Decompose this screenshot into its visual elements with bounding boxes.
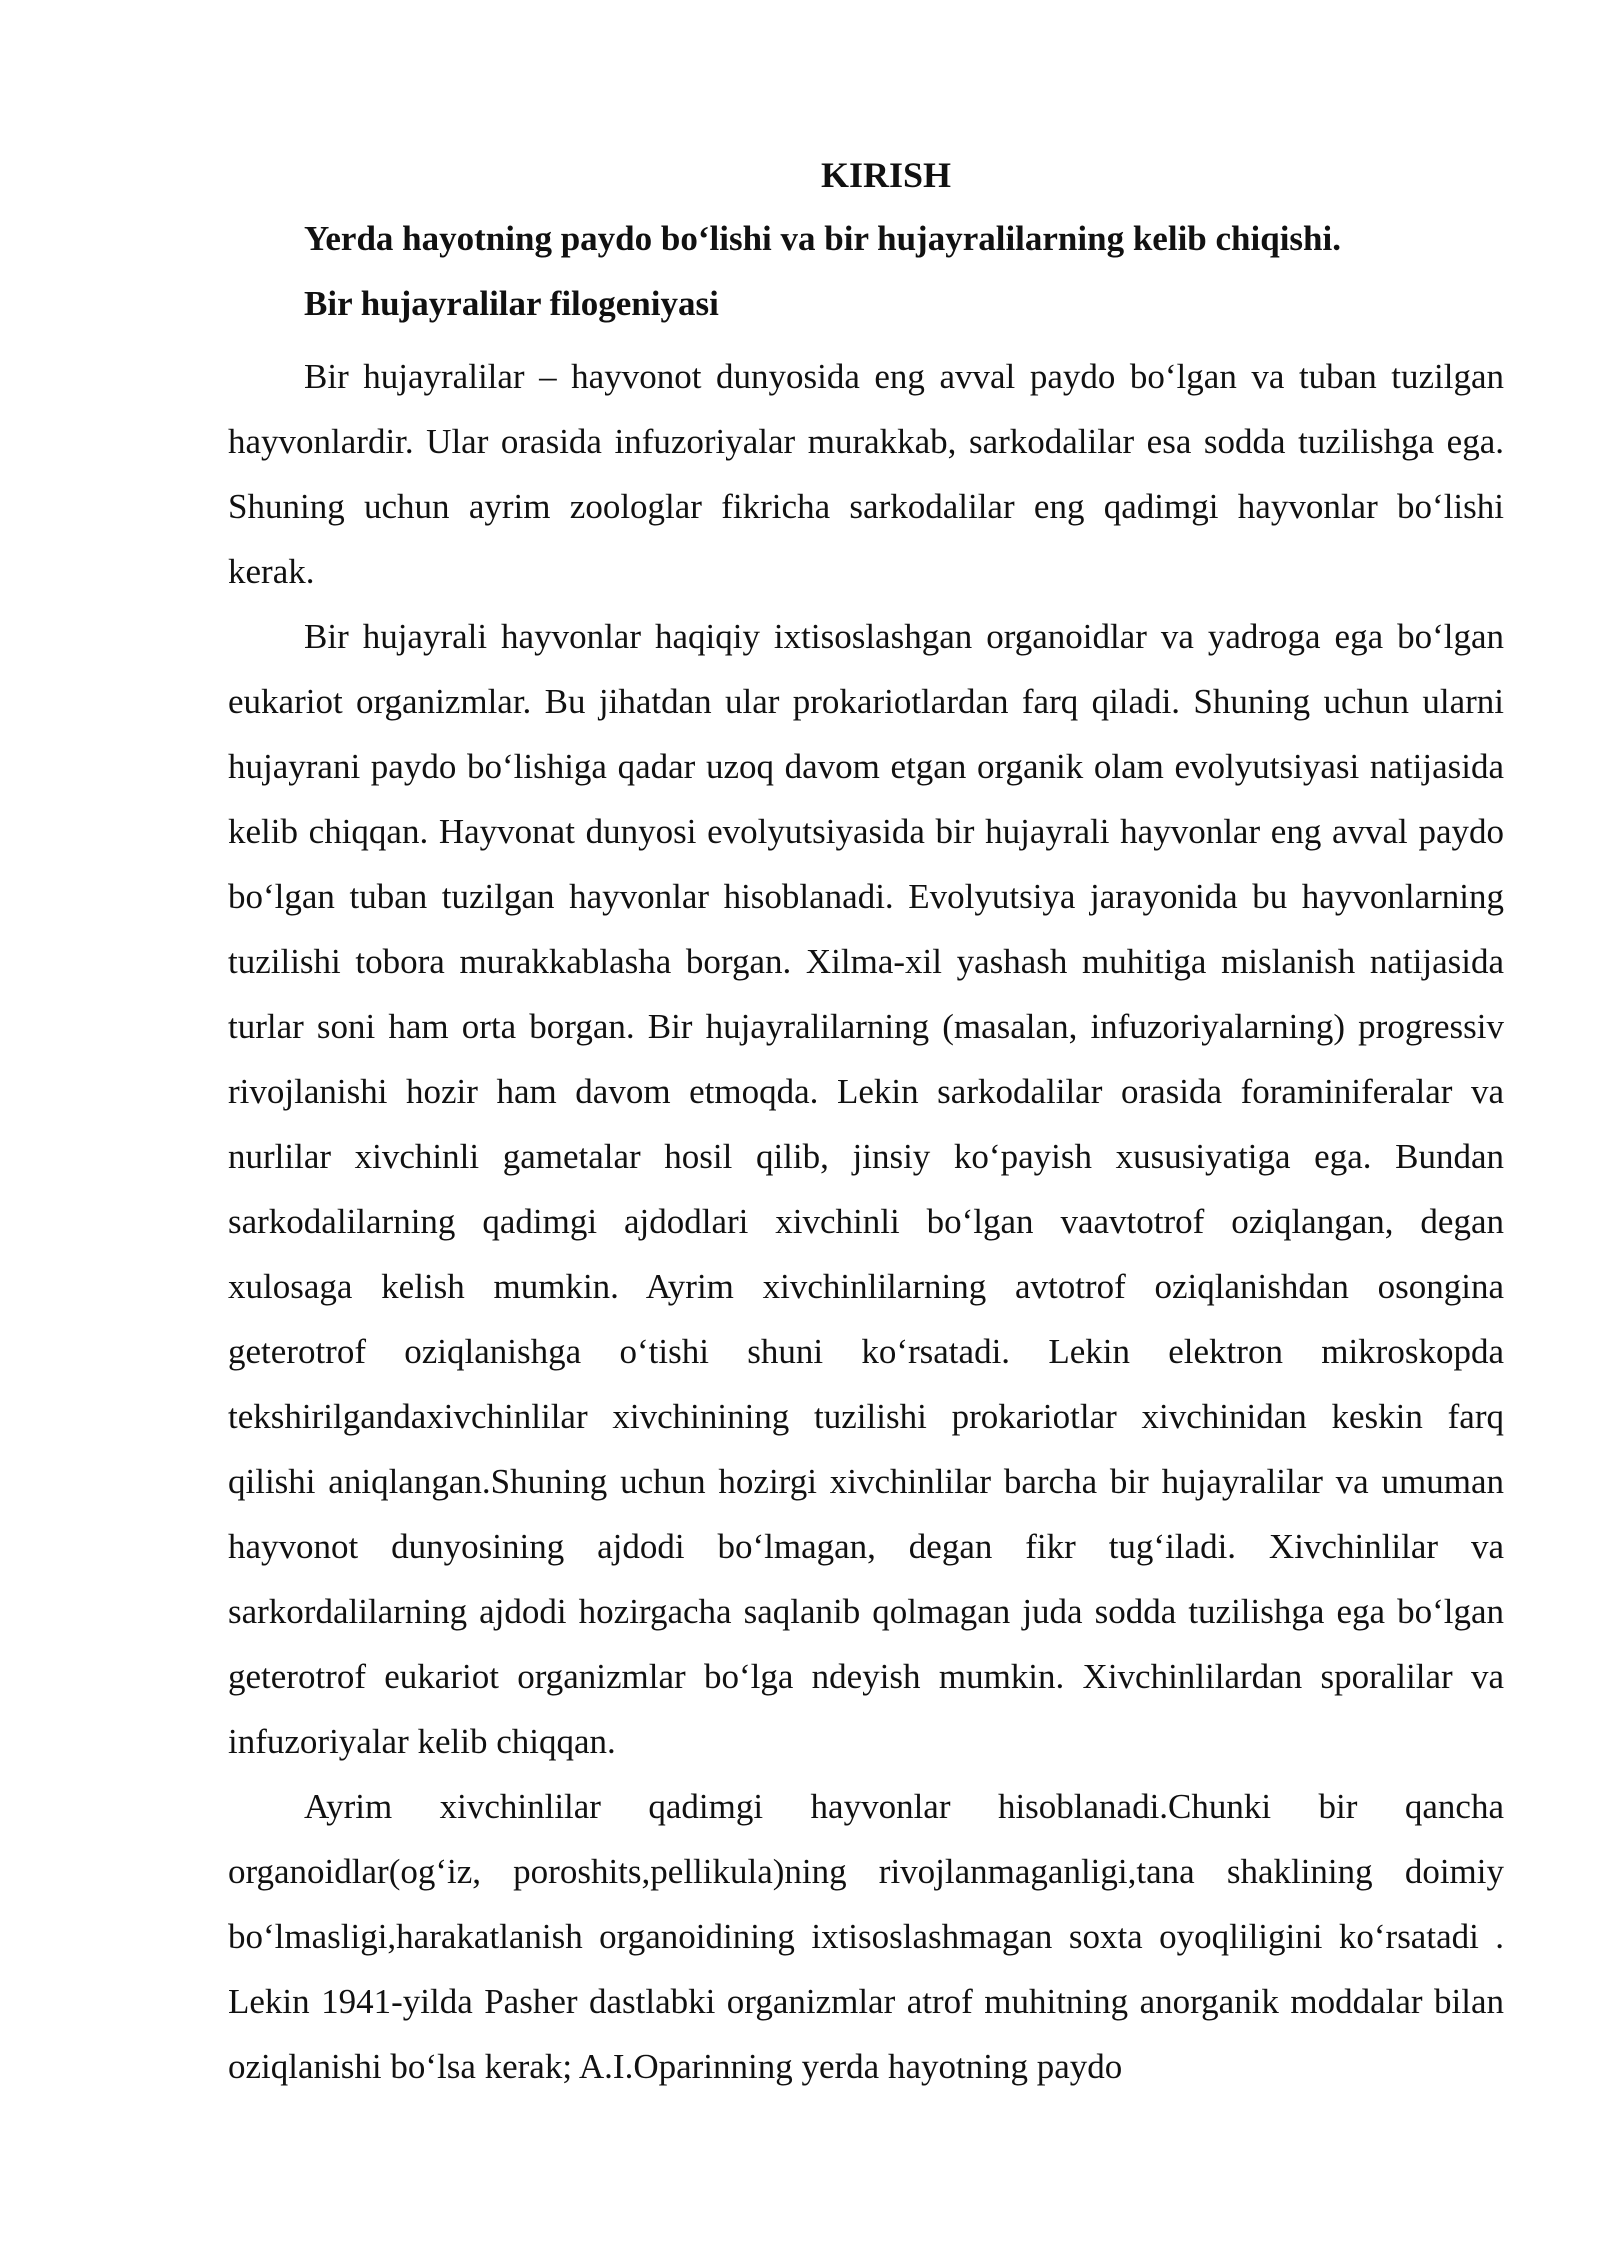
page-content xyxy=(228,150,1504,2099)
page-title: KIRISH xyxy=(820,155,952,195)
section-heading: Yerda hayotning paydo bo‘lishi va bir hujayralilarning kelib chiqishi. xyxy=(304,219,1341,258)
paragraph-2: Bir hujayrali hayvonlar haqiqiy ixtisoslashgan organoidlar va yadroga ega bo‘lgan eukariot organizmlar. Bu jihatdan ular prokariotlardan farq qiladi. Shuning uchun ularni hujayrani paydo bo‘lishiga qadar uzoq davom etgan organik olam evolyutsiyasi natijasida kelib chiqqan. Hayvonat dunyosi evolyutsiyasida bir hujayrali hayvonlar eng avval paydo bo‘lgan tuban tuzilgan hayvonlar hisoblanadi. Evolyutsiya jarayonida bu hayvonlarning tuzilishi tobora murakkablasha borgan. Xilma-xil yashash muhitiga mislanish natijasida turlar soni ham orta borgan. Bir hujayralilarning (masalan, infuzoriyalarning) progressiv rivojlanishi hozir ham davom etmoqda. Lekin sarkodalilar orasida foraminiferalar va nurlilar xivchinli gametalar hosil qilib, jinsiy ko‘payish xususiyatiga ega. Bundan sarkodalilarning qadimgi ajdodlari xivchinli bo‘lgan vaavtotrof oziqlangan, degan xulosaga kelish mumkin. Ayrim xivchinlilarning avtotrof oziqlanishdan osongina geterotrof oziqlanishga o‘tishi shuni ko‘rsatadi. Lekin elektron mikroskopda tekshirilgandaxivchinlilar xivchinining tuzilishi prokariotlar xivchinidan keskin farq qilishi aniqlangan.Shuning uchun hozirgi xivchinlilar barcha bir hujayralilar va umuman hayvonot dunyosining ajdodi bo‘lmagan, degan fikr tug‘iladi. Xivchinlilar va sarkordalilarning ajdodi hozirgacha saqlanib qolmagan juda sodda tuzilishga ega bo‘lgan geterotrof eukariot organizmlar bo‘lga ndeyish mumkin. Xivchinlilardan sporalilar va infuzoriyalar kelib chiqqan. xyxy=(228,617,1504,1761)
paragraph-3: Ayrim xivchinlilar qadimgi hayvonlar hisoblanadi.Chunki bir qancha organoidlar(og‘iz, poroshits,pellikula)ning rivojlanmaganligi,tana shaklining doimiy bo‘lmasligi,harakatlanish organoidining ixtisoslashmagan soxta oyoqliligini ko‘rsatadi . Lekin 1941-yilda Pasher dastlabki organizmlar atrof muhitning anorganik moddalar bilan oziqlanishi bo‘lsa kerak; A.I.Oparinning yerda hayotning paydo xyxy=(228,1787,1504,2086)
subsection-heading: Bir hujayralilar filogeniyasi xyxy=(304,284,719,323)
paragraph-1: Bir hujayralilar – hayvonot dunyosida eng avval paydo bo‘lgan va tuban tuzilgan hayvonlardir. Ular orasida infuzoriyalar murakkab, sarkodalilar esa sodda tuzilishga ega. Shuning uchun ayrim zoologlar fikricha sarkodalilar eng qadimgi hayvonlar bo‘lishi kerak. xyxy=(228,357,1504,591)
